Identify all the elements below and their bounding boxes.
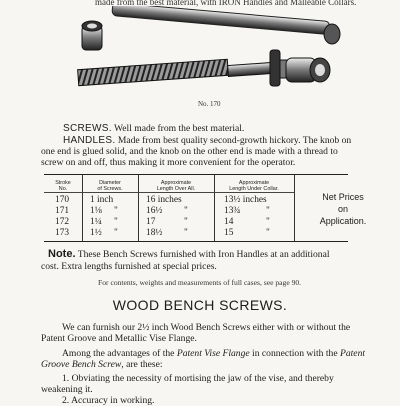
header-length-under-collar: Approximate Length Under Collar. [229,180,279,192]
handles-line-2: one end is glued solid, and the knob on the other end is made with a thread to [41,146,338,157]
screws-heading: SCREWS. [63,123,112,134]
item1-line-1: 1. Obviating the necessity of mortising the jaw of the vise, and thereby [62,373,334,384]
handles-line-1: Made from best quality second-growth hickory. The knob on [117,135,352,146]
spec-table: Stroke No. Diameter of Screws. Approximate Length Over All. Approximate Length Under Collar. 170 1 inch 16 inches 13½ inches 171 1⅛ 16½ 13¾ " " " 172 1¼ 17 14 " " " 173 1½ 18½ 15 " " " Net Prices on Application. [44,174,348,242]
top-caption: made from the best material, with IRON Handles and Malleable Collars. [95,0,357,7]
handle-socket [286,58,330,82]
note-label: Note. [48,248,76,260]
para1-line-2: Patent Groove and Metallic Vise Flange. [41,333,197,344]
item2-line: 2. Accuracy in working. [62,395,155,406]
screws-text: Well made from the best material. [114,123,245,134]
bench-screw-illustration [60,6,360,114]
para2-line-2: Groove Bench Screw, are these: [41,359,163,370]
screws-paragraph [63,123,244,134]
para2-line-1: Among the advantages of the Patent Vise Flange in connection with the Patent [62,348,366,359]
handles-heading: HANDLES. [63,135,116,146]
note-line-1: These Bench Screws furnished with Iron Handles at an additional [77,249,330,260]
note-line-2: cost. Extra lengths furnished at special prices. [41,261,217,272]
collar [82,21,102,50]
header-stroke: Stroke No. [55,180,71,192]
threaded-screw [78,50,288,86]
handles-line-3: screw on and off, thus making it more convenient for the operator. [41,157,296,168]
header-length-over-all: Approximate Length Over All. [156,180,196,192]
handles-paragraph [63,135,351,146]
header-diameter: Diameter of Screws. [97,180,123,192]
net-prices-note: Net Prices on Application. [319,192,367,226]
note-paragraph [48,249,330,260]
item1-line-2: weakening it. [41,384,93,395]
figure-number: No. 170 [198,100,221,108]
cases-note: For contents, weights and measurements of full cases, see page 90. [98,278,302,287]
section-title: WOOD BENCH SCREWS. [112,297,288,313]
handle-rod [112,6,340,44]
para1-line-1: We can furnish our 2½ inch Wood Bench Screws either with or without the [62,322,351,333]
